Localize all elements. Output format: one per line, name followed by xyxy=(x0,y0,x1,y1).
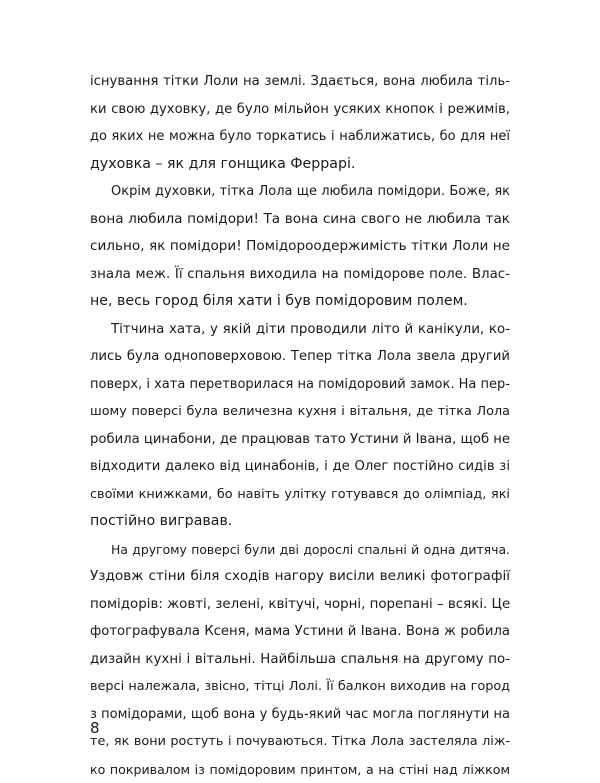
paragraph-start-line: На другому поверсі були дві дорослі спальні й одна дитяча. xyxy=(90,536,510,564)
text-line: сильно, як помідори! Помідороодержимість тітки Лоли не xyxy=(90,233,510,261)
text-line: з помідорами, щоб вона у будь-який час могла поглянути на xyxy=(90,701,510,729)
body-text xyxy=(90,68,510,783)
text-line: фотографувала Ксеня, мама Устини й Івана. Вона ж робила xyxy=(90,618,510,646)
text-line: робила цинабони, де працював тато Устини й Івана, щоб не xyxy=(90,426,510,454)
text-line: ки свою духовку, де було мільйон усяких кнопок і режимів, xyxy=(90,96,510,124)
text-line: існування тітки Лоли на землі. Здається, вона любила тіль- xyxy=(90,68,510,96)
text-line: дизайн кухні і вітальні. Найбільша спальня на другому по- xyxy=(90,646,510,674)
text-line: помідорів: жовті, зелені, квітучі, чорні, порепані – всякі. Це xyxy=(90,591,510,619)
text-line: вона любила помідори! Та вона сина свого не любила так xyxy=(90,206,510,234)
text-line: духовка – як для гонщика Феррарі. xyxy=(90,151,510,179)
text-line: Уздовж стіни біля сходів нагору висіли великі фотографії xyxy=(90,563,510,591)
text-line: ко покривалом із помідоровим принтом, а на стіні над ліжком xyxy=(90,756,510,783)
text-line: версі належала, звісно, тітці Лолі. Її балкон виходив на город xyxy=(90,673,510,701)
text-line: поверх, і хата перетворилася на помідоровий замок. На пер- xyxy=(90,371,510,399)
text-line: постійно вигравав. xyxy=(90,508,510,536)
paragraph-start-line: Окрім духовки, тітка Лола ще любила помідори. Боже, як xyxy=(90,178,510,206)
text-line: до яких не можна було торкатись і наближатись, бо для неї xyxy=(90,123,510,151)
text-line: лись була одноповерховою. Тепер тітка Лола звела другий xyxy=(90,343,510,371)
paragraph-start-line: Тітчина хата, у якій діти проводили літо й канікули, ко- xyxy=(90,316,510,344)
text-line: не, весь город біля хати і був помідоровим полем. xyxy=(90,288,510,316)
text-line: своїми книжками, бо навіть улітку готувався до олімпіад, які xyxy=(90,481,510,509)
text-line: знала меж. Її спальня виходила на помідорове поле. Влас- xyxy=(90,261,510,289)
text-line: відходити далеко від цинабонів, і де Олег постійно сидів зі xyxy=(90,453,510,481)
text-line: те, як вони ростуть і почуваються. Тітка Лола застеляла ліж- xyxy=(90,728,510,756)
text-line: шому поверсі була величезна кухня і вітальня, де тітка Лола xyxy=(90,398,510,426)
page-number: 8 xyxy=(90,718,100,738)
